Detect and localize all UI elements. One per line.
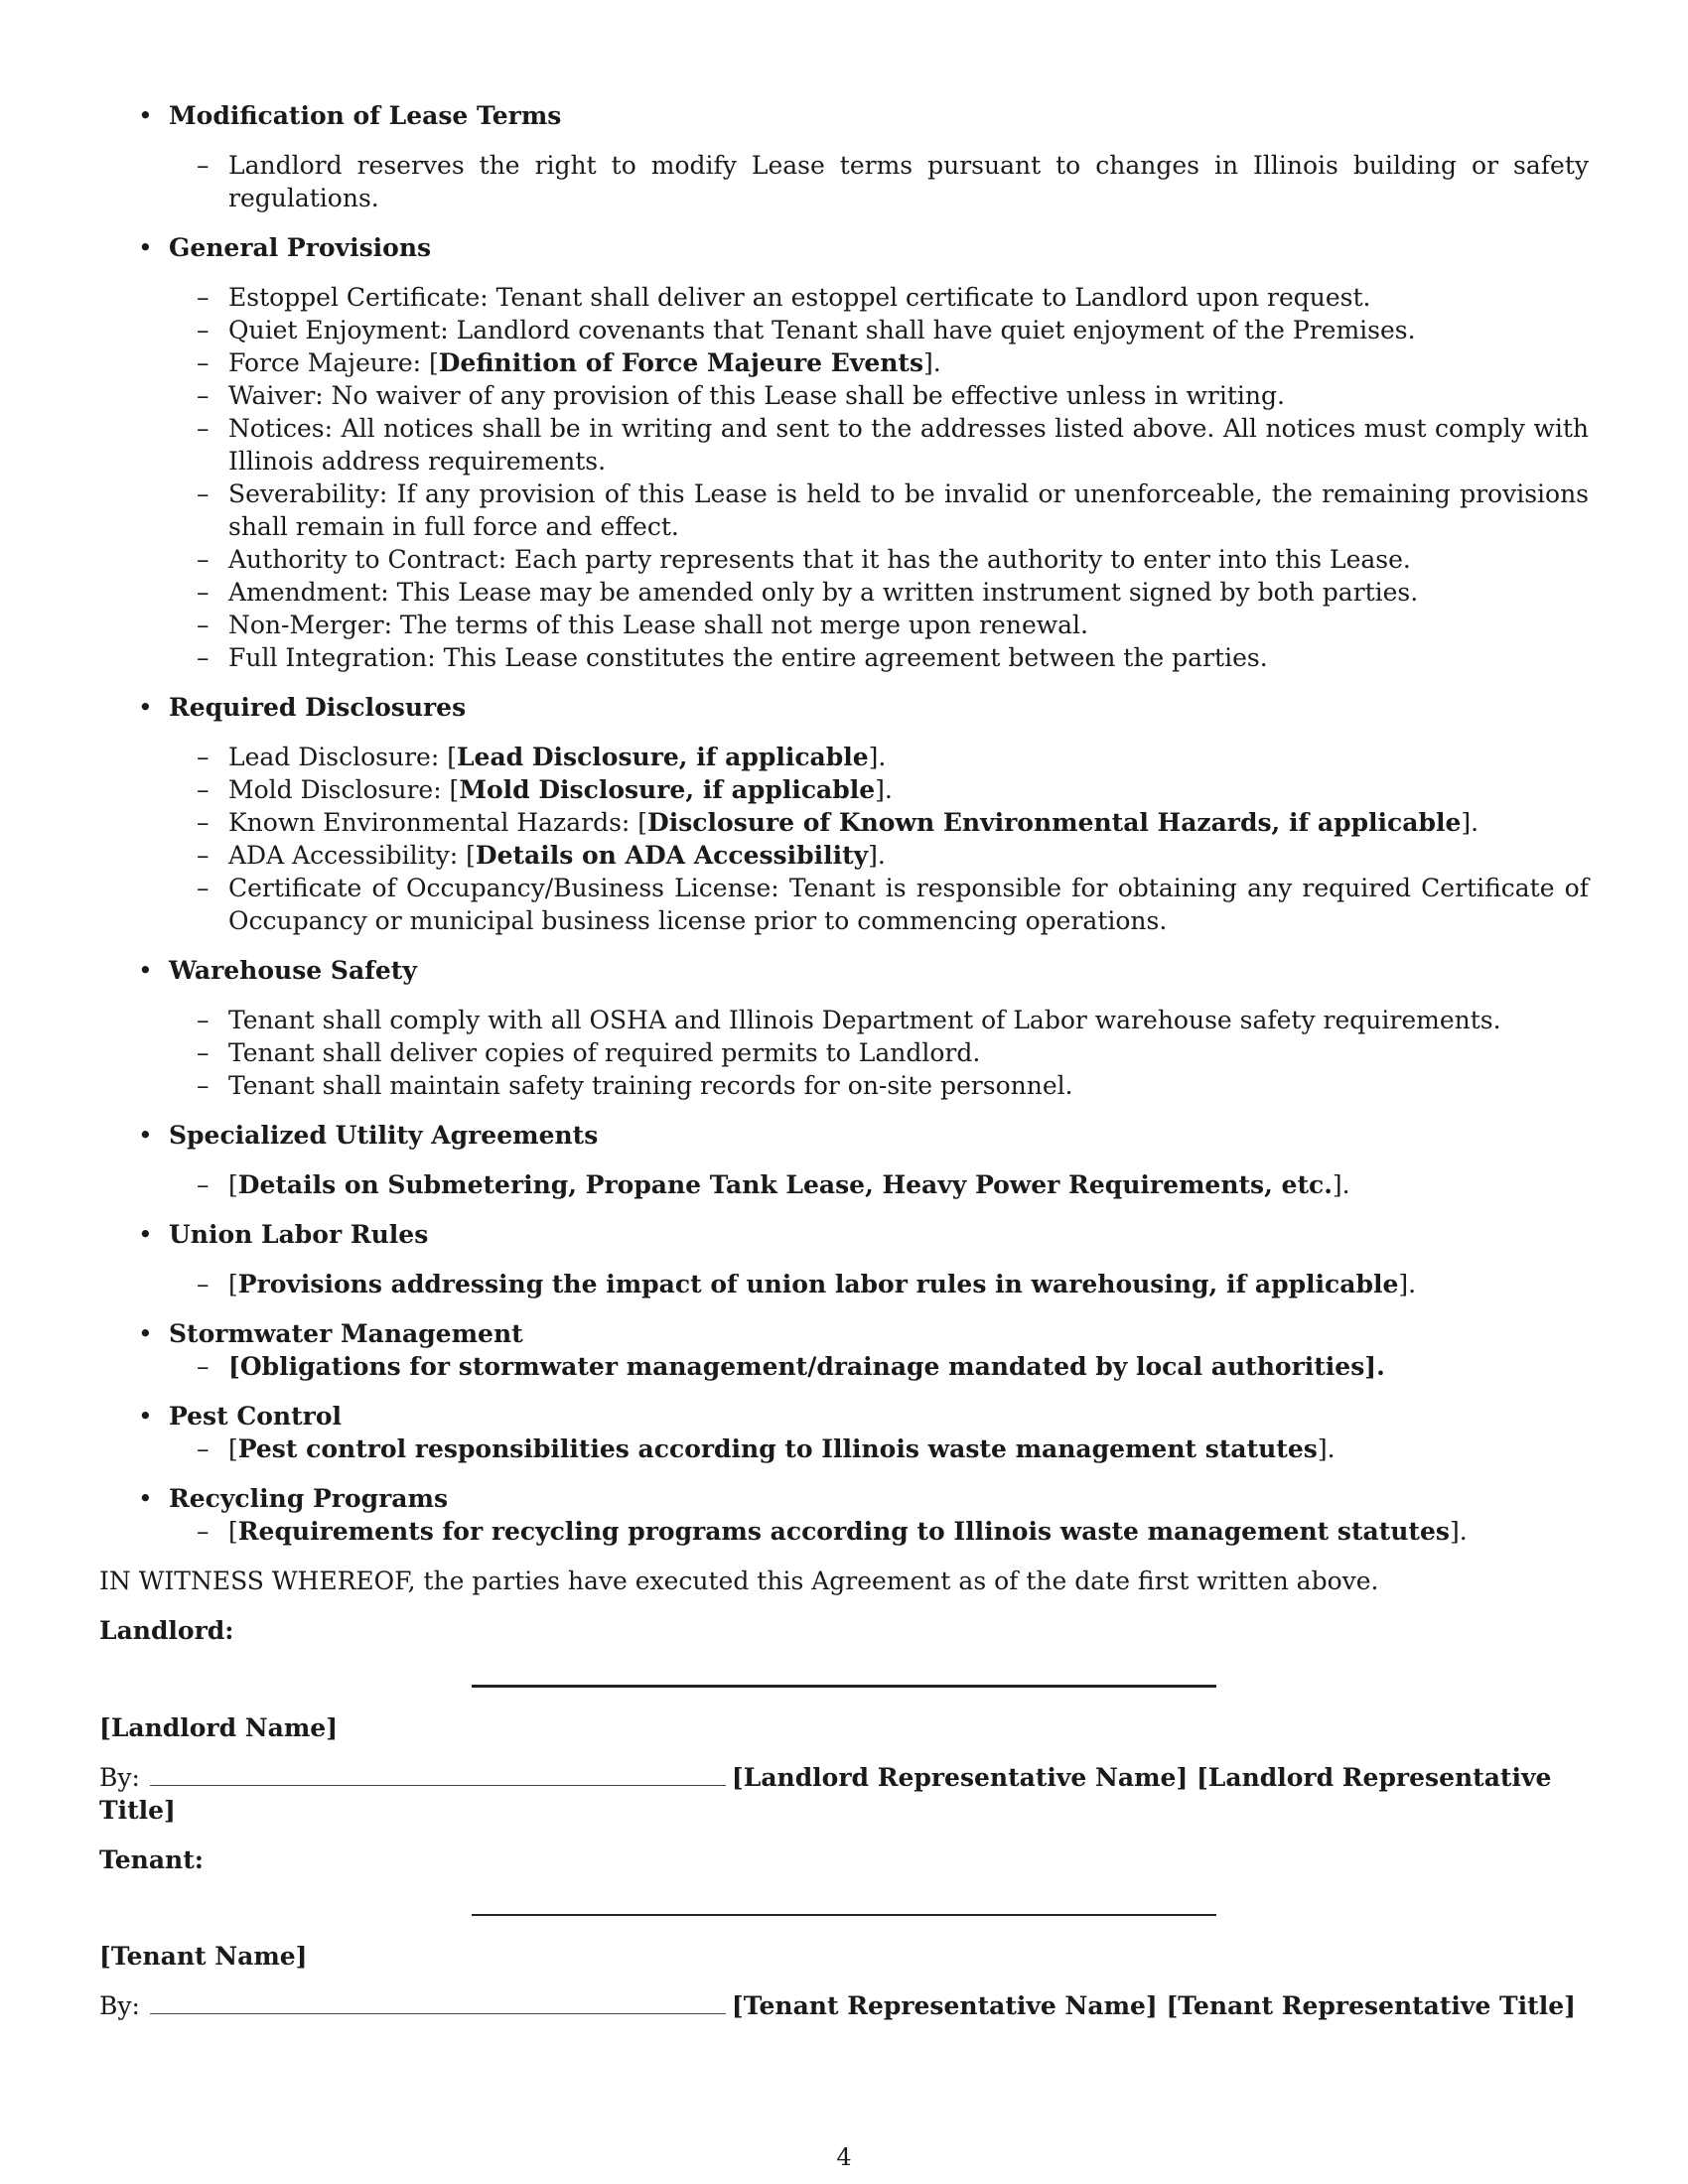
placeholder-text: Definition of Force Majeure Events [438,348,924,377]
item-text: Authority to Contract: Each party represents that it has the authority to enter into this Lease. [228,545,1411,574]
tenant-signature-block [99,1843,1589,2022]
item-prefix: [ [228,1270,238,1298]
item-prefix: Lead Disclosure: [ [228,743,457,771]
section-heading: • Required Disclosures [99,691,1589,724]
list-item [99,346,1589,379]
item-text: Quiet Enjoyment: Landlord covenants that Tenant shall have quiet enjoyment of the Premises. [228,316,1416,344]
section-items [99,149,1589,214]
section [99,1218,1589,1300]
tenant-by-signature-blank[interactable] [150,1989,726,2014]
placeholder-text: [Obligations for stormwater management/drainage mandated by local authorities]. [228,1352,1385,1381]
section-items [99,1168,1589,1201]
list-item [99,1004,1589,1036]
item-text: Tenant shall comply with all OSHA and Illinois Department of Labor warehouse safety requirements. [228,1006,1501,1034]
list-item [99,543,1589,576]
item-prefix: [ [228,1517,238,1546]
item-suffix: ]. [875,775,893,804]
section-items [99,1433,1589,1465]
list-item [99,281,1589,314]
item-prefix: [ [228,1434,238,1463]
section-items [99,741,1589,937]
item-text: Landlord reserves the right to modify Lease terms pursuant to changes in Illinois building or safety regulations. [228,151,1589,212]
list-item [99,576,1589,609]
section-heading: • Modification of Lease Terms [99,99,1589,132]
section-heading: • Recycling Programs [99,1482,1589,1515]
section [99,691,1589,937]
item-prefix: Mold Disclosure: [ [228,775,460,804]
section-heading: • Specialized Utility Agreements [99,1119,1589,1152]
item-text: Estoppel Certificate: Tenant shall deliver an estoppel certificate to Landlord upon request. [228,283,1371,312]
section-heading: • General Provisions [99,231,1589,264]
section [99,231,1589,674]
list-item [99,741,1589,773]
section [99,1482,1589,1548]
list-item [99,412,1589,478]
landlord-by-signature-blank[interactable] [150,1761,726,1786]
section-items [99,1004,1589,1102]
list-item [99,806,1589,839]
witness-statement: IN WITNESS WHEREOF, the parties have executed this Agreement as of the date first written above. [99,1567,1379,1595]
list-item [99,839,1589,872]
list-item [99,1168,1589,1201]
list-item [99,149,1589,214]
item-suffix: ]. [1398,1270,1417,1298]
section-items [99,1350,1589,1383]
list-item [99,379,1589,412]
item-suffix: ]. [923,348,941,377]
placeholder-text: Mold Disclosure, if applicable [459,775,876,804]
item-suffix: ]. [868,743,887,771]
tenant-label: Tenant: [99,1845,204,1874]
placeholder-text: Requirements for recycling programs according to Illinois waste management statutes [237,1517,1450,1546]
section-items [99,281,1589,674]
item-text: Severability: If any provision of this Lease is held to be invalid or unenforceable, the remaining provisions shall remain in full force and effect. [228,479,1589,541]
tenant-by-label: By: [99,1991,140,2020]
landlord-signature-block [99,1614,1589,1827]
item-prefix: Known Environmental Hazards: [ [228,808,648,837]
section-heading: • Pest Control [99,1400,1589,1433]
page-number: 4 [836,2143,852,2171]
section [99,1119,1589,1201]
item-text: Certificate of Occupancy/Business License: Tenant is responsible for obtaining any required Certificate of Occupancy or municipal business license prior to commencing operations. [228,874,1589,935]
list-item [99,773,1589,806]
lease-sections [99,99,1589,1548]
placeholder-text: Pest control responsibilities according to Illinois waste management statutes [237,1434,1318,1463]
item-suffix: ]. [1317,1434,1336,1463]
landlord-representative: [Landlord Representative Name] [Landlord Representative Title] [99,1763,1552,1825]
item-text: Notices: All notices shall be in writing and sent to the addresses listed above. All notices must comply with Illinois address requirements. [228,414,1589,476]
placeholder-text: Disclosure of Known Environmental Hazards, if applicable [647,808,1462,837]
list-item [99,1268,1589,1300]
item-suffix: ]. [1332,1170,1350,1199]
item-text: Amendment: This Lease may be amended only by a written instrument signed by both parties. [228,578,1419,607]
placeholder-text: Provisions addressing the impact of union labor rules in warehousing, if applicable [237,1270,1399,1298]
list-item [99,478,1589,543]
tenant-name: [Tenant Name] [99,1942,308,1971]
list-item [99,1036,1589,1069]
list-item [99,872,1589,937]
section-heading: • Stormwater Management [99,1317,1589,1350]
item-suffix: ]. [1449,1517,1468,1546]
section [99,1317,1589,1383]
item-text: Waiver: No waiver of any provision of this Lease shall be effective unless in writing. [228,381,1285,410]
list-item [99,314,1589,346]
landlord-label: Landlord: [99,1616,234,1645]
section [99,1400,1589,1465]
item-suffix: ]. [868,841,886,870]
document-page [99,99,1589,2022]
list-item [99,641,1589,674]
placeholder-text: Lead Disclosure, if applicable [456,743,869,771]
item-prefix: [ [228,1170,238,1199]
list-item [99,609,1589,641]
tenant-representative: [Tenant Representative Name] [Tenant Representative Title] [731,1991,1576,2020]
item-text: Non-Merger: The terms of this Lease shall not merge upon renewal. [228,611,1088,639]
item-text: Full Integration: This Lease constitutes the entire agreement between the parties. [228,643,1268,672]
item-text: Tenant shall maintain safety training records for on-site personnel. [228,1071,1073,1100]
section-items [99,1515,1589,1548]
list-item [99,1069,1589,1102]
section-items [99,1268,1589,1300]
tenant-by-line [99,1989,1589,2022]
item-suffix: ]. [1461,808,1479,837]
section-heading: • Union Labor Rules [99,1218,1589,1251]
section [99,99,1589,214]
section-heading: • Warehouse Safety [99,954,1589,987]
placeholder-text: Details on Submetering, Propane Tank Lease, Heavy Power Requirements, etc. [237,1170,1333,1199]
list-item [99,1433,1589,1465]
item-text: Tenant shall deliver copies of required permits to Landlord. [228,1038,981,1067]
list-item [99,1515,1589,1548]
landlord-name: [Landlord Name] [99,1713,339,1742]
landlord-by-label: By: [99,1763,140,1792]
list-item [99,1350,1589,1383]
item-prefix: Force Majeure: [ [228,348,439,377]
section [99,954,1589,1102]
landlord-by-line [99,1761,1589,1827]
item-prefix: ADA Accessibility: [ [228,841,476,870]
placeholder-text: Details on ADA Accessibility [475,841,869,870]
